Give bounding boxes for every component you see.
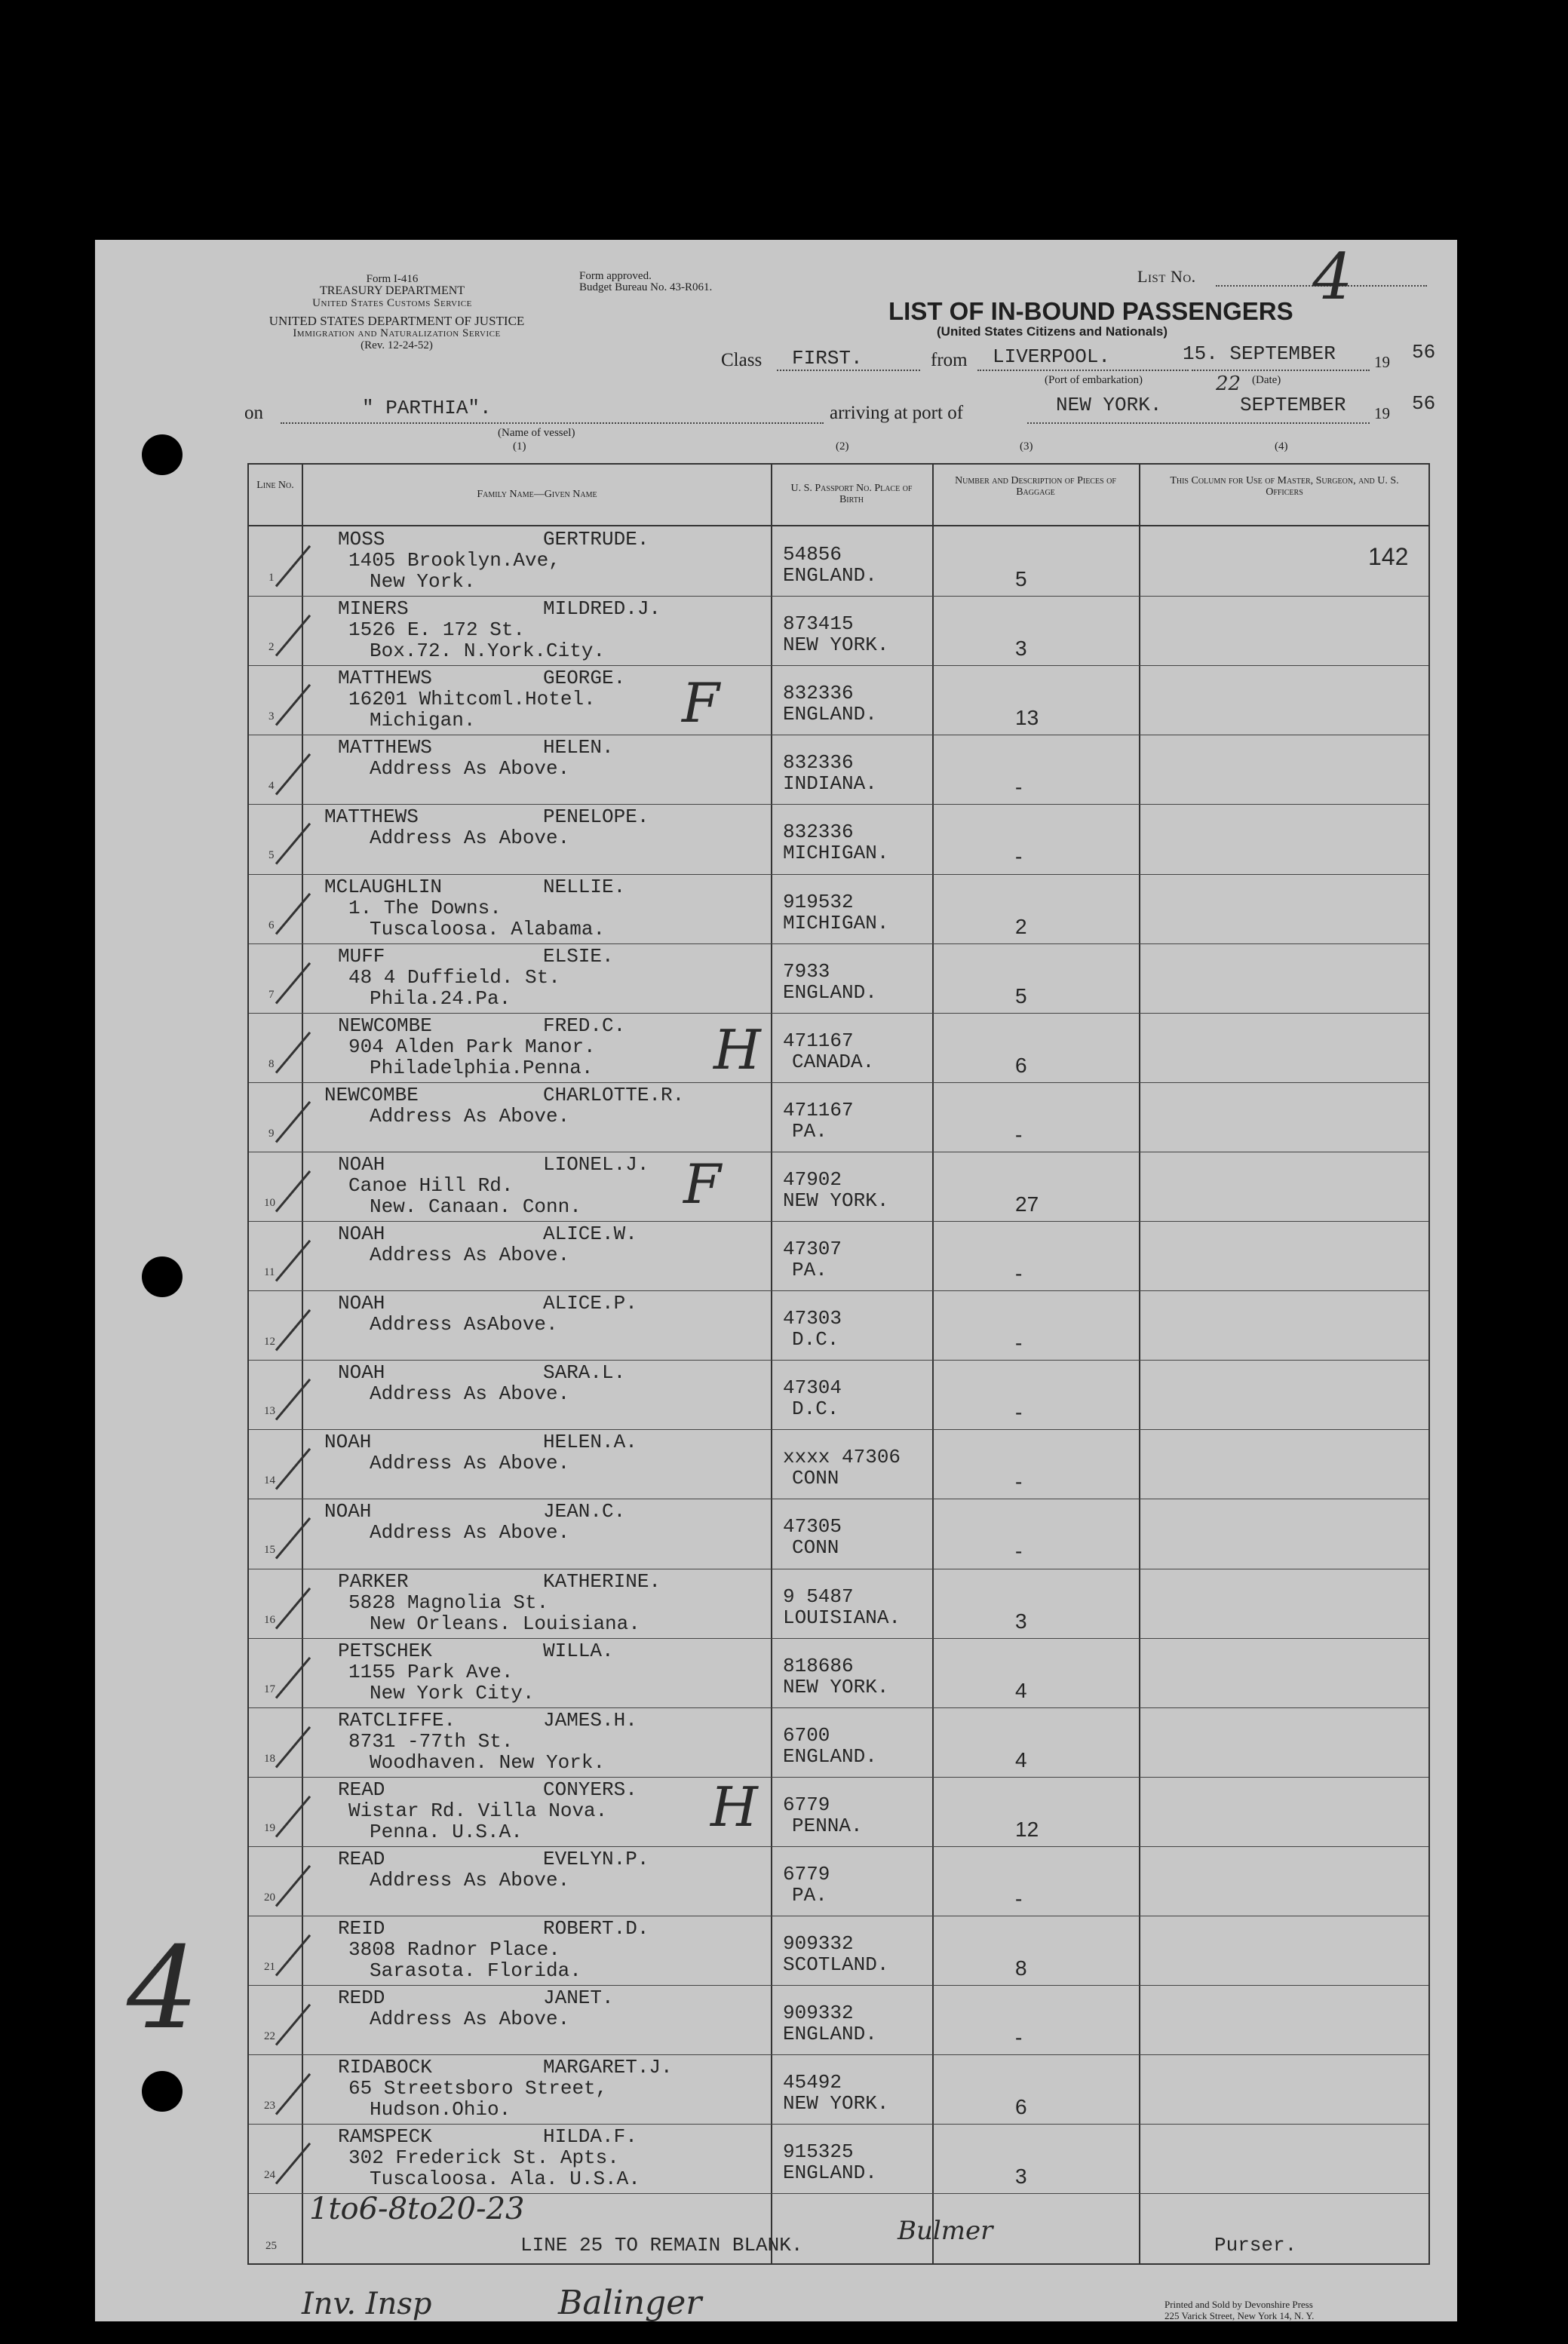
- officer-note: 142: [1368, 543, 1409, 570]
- check-mark: [275, 962, 311, 1005]
- given-name: MARGARET.J.: [543, 2056, 673, 2079]
- baggage-count: 6: [1015, 1053, 1027, 1077]
- family-name: REDD: [338, 1987, 385, 2010]
- given-name: KATHERINE.: [543, 1569, 661, 1593]
- class-label: Class: [721, 350, 763, 370]
- given-name: EVELYN.P.: [543, 1847, 649, 1870]
- row-divider: [249, 665, 1428, 666]
- place-of-birth: NEW YORK.: [783, 2092, 889, 2115]
- arrival-year: 56: [1412, 392, 1436, 415]
- row-divider: [249, 1082, 1428, 1083]
- baggage-count: 13: [1015, 706, 1039, 730]
- check-mark: [275, 1309, 311, 1351]
- family-name: READ: [338, 1778, 385, 1801]
- address-line: 3808 Radnor Place.: [348, 1938, 560, 1961]
- family-name: NOAH: [338, 1223, 385, 1245]
- address-line: Box.72. N.York.City.: [370, 640, 606, 663]
- baggage-count: -: [1015, 1539, 1023, 1563]
- address-line: Address As Above.: [370, 1868, 570, 1891]
- check-mark: [275, 1796, 311, 1838]
- place-of-birth: ENGLAND.: [783, 564, 877, 587]
- place-of-birth: CANADA.: [792, 1050, 875, 1073]
- treasury-dept: TREASURY DEPARTMENT: [319, 284, 465, 297]
- place-of-birth: PA.: [792, 1119, 827, 1143]
- line-number: 19: [264, 1821, 275, 1834]
- line-number: 17: [264, 1683, 275, 1695]
- family-name: NEWCOMBE: [338, 1014, 432, 1037]
- line-number: 2: [268, 641, 275, 654]
- line-number: 1: [268, 572, 275, 584]
- baggage-count: -: [1015, 1401, 1023, 1425]
- row-divider: [249, 1221, 1428, 1222]
- baggage-count: 3: [1015, 2165, 1027, 2189]
- printer-name: Printed and Sold by Devonshire Press: [1164, 2299, 1313, 2310]
- passport-number: 909332: [783, 1932, 854, 1955]
- place-of-birth: NEW YORK.: [783, 634, 889, 657]
- baggage-count: -: [1015, 1886, 1023, 1910]
- address-line: New York City.: [370, 1681, 535, 1704]
- place-of-birth: PA.: [792, 1259, 827, 1281]
- check-mark: [275, 2004, 311, 2046]
- passport-number: 7933: [783, 959, 830, 983]
- passport-number: 832336: [783, 682, 854, 705]
- family-name: NEWCOMBE: [324, 1083, 419, 1106]
- on-label: on: [244, 403, 263, 423]
- arrival-month: SEPTEMBER: [1240, 394, 1346, 416]
- address-line: 1. The Downs.: [348, 896, 502, 919]
- col-num-2: (2): [836, 440, 849, 453]
- check-mark: [275, 545, 311, 588]
- place-of-birth: CONN: [792, 1467, 839, 1490]
- baggage-count: 3: [1015, 1609, 1027, 1633]
- passport-number: 832336: [783, 821, 854, 844]
- row-divider: [249, 1638, 1428, 1639]
- family-name: RIDABOCK: [338, 2056, 432, 2079]
- given-name: GERTRUDE.: [543, 528, 649, 551]
- baggage-count: -: [1015, 775, 1023, 799]
- check-mark: [275, 2073, 311, 2115]
- class-line: [777, 370, 920, 371]
- line-number: 22: [264, 2030, 275, 2043]
- address-line: Address AsAbove.: [370, 1313, 558, 1336]
- given-name: CONYERS.: [543, 1778, 637, 1801]
- passport-number: 47304: [783, 1376, 842, 1400]
- line-number: 6: [268, 919, 275, 931]
- given-name: ALICE.P.: [543, 1292, 637, 1315]
- passport-number: 47303: [783, 1307, 842, 1330]
- given-name: NELLIE.: [543, 875, 626, 898]
- check-mark: [275, 1587, 311, 1629]
- passport-number: 47305: [783, 1515, 842, 1539]
- family-name: NOAH: [338, 1361, 385, 1385]
- family-name: RAMSPECK: [338, 2125, 432, 2149]
- line-number: 13: [264, 1405, 275, 1418]
- passport-number: 818686: [783, 1654, 854, 1677]
- given-name: FRED.C.: [543, 1014, 626, 1037]
- address-line: 1526 E. 172 St.: [348, 618, 526, 642]
- address-line: Hudson.Ohio.: [370, 2098, 511, 2122]
- passport-number: 471167: [783, 1098, 854, 1121]
- vessel-line: [281, 422, 824, 424]
- family-name: NOAH: [338, 1152, 385, 1176]
- baggage-count: -: [1015, 845, 1023, 869]
- line-number: 9: [268, 1127, 275, 1140]
- check-mark: [275, 1726, 311, 1769]
- passport-number: 9 5487: [783, 1585, 854, 1608]
- family-name: NOAH: [338, 1292, 385, 1315]
- passport-number: 47307: [783, 1238, 842, 1260]
- arrival-port: NEW YORK.: [1056, 394, 1162, 416]
- given-name: MILDRED.J.: [543, 597, 661, 621]
- place-of-birth: NEW YORK.: [783, 1189, 889, 1212]
- year-prefix: 19: [1374, 353, 1390, 371]
- given-name: SARA.L.: [543, 1361, 626, 1385]
- arriving-label: arriving at port of: [830, 403, 964, 423]
- passport-number: 6700: [783, 1723, 830, 1747]
- passport-number: 832336: [783, 751, 854, 775]
- line-number: 24: [264, 2169, 275, 2182]
- arrival-day: 22: [1216, 373, 1241, 395]
- place-of-birth: MICHIGAN.: [783, 911, 889, 934]
- check-mark: [275, 684, 311, 726]
- row-divider: [249, 1290, 1428, 1291]
- given-name: ELSIE.: [543, 944, 614, 968]
- family-name: MATTHEWS: [338, 736, 432, 759]
- row-divider: [249, 2054, 1428, 2055]
- line-number: 14: [264, 1474, 275, 1487]
- address-line: Canoe Hill Rd.: [348, 1174, 514, 1197]
- address-line: 16201 Whitcoml.Hotel.: [348, 688, 596, 711]
- address-line: 65 Streetsboro Street,: [348, 2077, 608, 2100]
- row-divider: [249, 1777, 1428, 1778]
- purser-label: Purser.: [1214, 2234, 1297, 2257]
- justice-dept: UNITED STATES DEPARTMENT OF JUSTICE: [268, 314, 525, 328]
- address-line: Michigan.: [370, 709, 476, 732]
- row-divider: [249, 2124, 1428, 2125]
- check-mark: [275, 1448, 311, 1490]
- family-name: READ: [338, 1847, 385, 1870]
- check-mark: [275, 1934, 311, 1977]
- given-name: ROBERT.D.: [543, 1917, 649, 1940]
- address-line: New York.: [370, 570, 476, 593]
- line-number: 15: [264, 1544, 275, 1557]
- passport-number: 6779: [783, 1793, 830, 1816]
- place-of-birth: MICHIGAN.: [783, 842, 889, 865]
- line-number: 21: [264, 1961, 275, 1973]
- row-divider: [249, 1360, 1428, 1361]
- baggage-count: 5: [1015, 567, 1027, 591]
- address-line: Phila.24.Pa.: [370, 986, 511, 1010]
- from-label: from: [931, 350, 968, 370]
- passport-number: 6779: [783, 1862, 830, 1885]
- address-line: 1155 Park Ave.: [348, 1660, 514, 1683]
- place-of-birth: D.C.: [792, 1398, 839, 1421]
- row-divider: [249, 1013, 1428, 1014]
- place-of-birth: ENGLAND.: [783, 980, 877, 1004]
- hand-mark: F: [682, 671, 720, 735]
- address-line: Address As Above.: [370, 1521, 570, 1545]
- given-name: HELEN.: [543, 736, 614, 759]
- address-line: 48 4 Duffield. St.: [348, 965, 560, 989]
- baggage-count: -: [1015, 1262, 1023, 1285]
- year-value: 56: [1412, 341, 1436, 364]
- check-mark: [275, 753, 311, 796]
- given-name: JANET.: [543, 1987, 614, 2010]
- check-mark: [275, 1379, 311, 1421]
- baggage-count: 3: [1015, 637, 1027, 661]
- passport-number: 915325: [783, 2140, 854, 2164]
- passport-number: 471167: [783, 1029, 854, 1052]
- check-mark: [275, 1517, 311, 1560]
- printer-address: 225 Varick Street, New York 14, N. Y.: [1164, 2310, 1315, 2321]
- list-no-value: 4: [1312, 240, 1353, 314]
- place-of-birth: PENNA.: [792, 1814, 863, 1837]
- punch-hole: [142, 434, 183, 475]
- date-line: [1192, 370, 1370, 371]
- class-value: FIRST.: [792, 347, 863, 370]
- vessel-name: " PARTHIA".: [362, 397, 492, 419]
- check-mark: [275, 1657, 311, 1699]
- line-number: 8: [268, 1057, 275, 1070]
- given-name: LIONEL.J.: [543, 1152, 649, 1176]
- baggage-count: -: [1015, 1470, 1023, 1494]
- baggage-count: 8: [1015, 1956, 1027, 1980]
- family-name: MOSS: [338, 528, 385, 551]
- passport-number: 919532: [783, 890, 854, 913]
- place-of-birth: ENGLAND.: [783, 703, 877, 726]
- address-line: 904 Alden Park Manor.: [348, 1035, 596, 1058]
- place-of-birth: SCOTLAND.: [783, 1953, 889, 1976]
- check-mark: [275, 1170, 311, 1213]
- address-line: Penna. U.S.A.: [370, 1820, 523, 1843]
- row-divider: [249, 1846, 1428, 1847]
- check-mark: [275, 2143, 311, 2185]
- row-divider: [249, 943, 1428, 944]
- line-number: 10: [264, 1196, 275, 1209]
- given-name: GEORGE.: [543, 667, 626, 690]
- inspector-signature: Balinger: [558, 2284, 702, 2322]
- place-of-birth: D.C.: [792, 1328, 839, 1351]
- line-number: 25: [265, 2240, 277, 2252]
- baggage-count: 2: [1015, 914, 1027, 938]
- family-name: MCLAUGHLIN: [324, 875, 443, 898]
- check-mark: [275, 1865, 311, 1907]
- passport-number: 47902: [783, 1167, 842, 1191]
- family-name: REID: [338, 1917, 385, 1940]
- address-line: Address As Above.: [370, 1104, 570, 1128]
- col-header-line: Line No.: [256, 480, 294, 491]
- address-line: Woodhaven. New York.: [370, 1750, 606, 1774]
- hand-mark: F: [683, 1152, 721, 1216]
- passport-number: 45492: [783, 2071, 842, 2094]
- col-header-officers: This Column for Use of Master, Surgeon, and U. S. Officers: [1170, 475, 1399, 498]
- address-line: New. Canaan. Conn.: [370, 1195, 581, 1218]
- baggage-count: 12: [1015, 1817, 1039, 1841]
- col-num-1: (1): [513, 440, 526, 453]
- baggage-count: -: [1015, 2026, 1023, 2050]
- punch-hole: [142, 2071, 183, 2112]
- check-mark: [275, 1032, 311, 1074]
- line-number: 5: [268, 849, 275, 862]
- arrival-year-prefix: 19: [1374, 404, 1390, 422]
- line-number: 20: [264, 1891, 275, 1904]
- form-title: LIST OF IN-BOUND PASSENGERS: [888, 297, 1293, 325]
- place-of-birth: CONN: [792, 1536, 839, 1560]
- given-name: CHARLOTTE.R.: [543, 1083, 685, 1106]
- embark-date: 15. SEPTEMBER: [1183, 342, 1336, 365]
- vessel-caption: (Name of vessel): [498, 427, 575, 439]
- family-name: MATTHEWS: [338, 667, 432, 690]
- inspector-label: Inv. Insp: [302, 2287, 432, 2321]
- immigration-service: Immigration and Naturalization Service: [293, 327, 501, 339]
- family-name: MINERS: [338, 597, 409, 621]
- line-number: 3: [268, 710, 275, 723]
- address-line: Address As Above.: [370, 827, 570, 850]
- revision: (Rev. 12-24-52): [361, 339, 433, 351]
- line-number: 12: [264, 1336, 275, 1348]
- family-name: PARKER: [338, 1569, 409, 1593]
- given-name: HILDA.F.: [543, 2125, 637, 2149]
- line25-text: LINE 25 TO REMAIN BLANK.: [520, 2234, 803, 2257]
- address-line: Tuscaloosa. Ala. U.S.A.: [370, 2168, 640, 2191]
- family-name: MUFF: [338, 944, 385, 968]
- row-divider: [249, 1985, 1428, 1986]
- passport-number: 873415: [783, 612, 854, 636]
- check-mark: [275, 1101, 311, 1143]
- embark-port: LIVERPOOL.: [993, 345, 1111, 368]
- from-line: [977, 370, 1189, 371]
- col-num-4: (4): [1275, 440, 1288, 453]
- check-mark: [275, 892, 311, 934]
- passenger-table: [247, 463, 1430, 2265]
- place-of-birth: LOUISIANA.: [783, 1606, 901, 1629]
- place-of-birth: PA.: [792, 1883, 827, 1907]
- place-of-birth: NEW YORK.: [783, 1675, 889, 1698]
- address-line: Address As Above.: [370, 1244, 570, 1266]
- handwritten-signature: Bulmer: [898, 2216, 993, 2246]
- address-line: 8731 -77th St.: [348, 1729, 514, 1753]
- col-num-3: (3): [1020, 440, 1033, 453]
- hand-mark: H: [713, 1018, 761, 1081]
- address-line: Address As Above.: [370, 1452, 570, 1475]
- family-name: RATCLIFFE.: [338, 1708, 456, 1732]
- form-approved: Form approved.: [579, 270, 652, 282]
- row-divider: [249, 1707, 1428, 1708]
- family-name: MATTHEWS: [324, 805, 419, 829]
- given-name: HELEN.A.: [543, 1431, 637, 1454]
- address-line: Address As Above.: [370, 2008, 570, 2031]
- address-line: Address As Above.: [370, 1382, 570, 1406]
- address-line: Wistar Rd. Villa Nova.: [348, 1799, 608, 1822]
- row-divider: [249, 874, 1428, 875]
- baggage-count: 5: [1015, 983, 1027, 1008]
- address-line: 1405 Brooklyn.Ave,: [348, 549, 560, 572]
- list-no-label: List No.: [1137, 267, 1196, 286]
- baggage-count: 4: [1015, 1747, 1027, 1772]
- place-of-birth: ENGLAND.: [783, 2161, 877, 2185]
- arrival-line: [1027, 422, 1370, 424]
- baggage-count: 6: [1015, 2095, 1027, 2119]
- customs-service: United States Customs Service: [312, 297, 472, 309]
- family-name: NOAH: [324, 1431, 372, 1454]
- date-caption: (Date): [1252, 374, 1281, 386]
- place-of-birth: ENGLAND.: [783, 2023, 877, 2046]
- line-number: 23: [264, 2100, 275, 2112]
- given-name: PENELOPE.: [543, 805, 649, 829]
- baggage-count: 27: [1015, 1192, 1039, 1216]
- baggage-count: -: [1015, 1122, 1023, 1146]
- line-number: 18: [264, 1752, 275, 1765]
- given-name: JAMES.H.: [543, 1708, 637, 1732]
- baggage-count: 4: [1015, 1678, 1027, 1702]
- line-number: 16: [264, 1613, 275, 1626]
- line-number: 4: [268, 780, 275, 793]
- line-number: 7: [268, 988, 275, 1001]
- place-of-birth: INDIANA.: [783, 772, 877, 796]
- col-header-name: Family Name—Given Name: [477, 489, 597, 500]
- passport-number: 909332: [783, 2002, 854, 2025]
- baggage-count: -: [1015, 1331, 1023, 1355]
- row-divider: [249, 1429, 1428, 1430]
- hand-mark: H: [710, 1775, 758, 1839]
- header-divider: [249, 525, 1428, 526]
- form-subtitle: (United States Citizens and Nationals): [937, 324, 1168, 339]
- line-number: 11: [264, 1266, 275, 1278]
- budget-bureau: Budget Bureau No. 43-R061.: [579, 281, 713, 293]
- check-mark: [275, 823, 311, 865]
- col-header-baggage: Number and Description of Pieces of Baggage: [955, 475, 1116, 498]
- check-mark: [275, 615, 311, 657]
- given-name: ALICE.W.: [543, 1223, 637, 1245]
- place-of-birth: ENGLAND.: [783, 1744, 877, 1768]
- passport-number: 54856: [783, 543, 842, 566]
- form-number: Form I-416: [366, 273, 419, 285]
- margin-mark: 4: [127, 1923, 199, 2054]
- embark-caption: (Port of embarkation): [1045, 374, 1143, 386]
- address-line: 5828 Magnolia St.: [348, 1591, 549, 1614]
- handwritten-ranges: 1to6-8to20-23: [309, 2192, 525, 2226]
- given-name: JEAN.C.: [543, 1500, 626, 1523]
- address-line: Address As Above.: [370, 757, 570, 781]
- check-mark: [275, 1240, 311, 1282]
- row-divider: [249, 804, 1428, 805]
- passport-number: xxxx 47306: [783, 1446, 901, 1469]
- address-line: 302 Frederick St. Apts.: [348, 2146, 619, 2170]
- row-divider: [249, 596, 1428, 597]
- address-line: Sarasota. Florida.: [370, 1959, 581, 1982]
- family-name: PETSCHEK: [338, 1639, 432, 1662]
- address-line: Tuscaloosa. Alabama.: [370, 917, 606, 940]
- family-name: NOAH: [324, 1500, 372, 1523]
- address-line: Philadelphia.Penna.: [370, 1056, 594, 1079]
- address-line: New Orleans. Louisiana.: [370, 1612, 640, 1635]
- given-name: WILLA.: [543, 1639, 614, 1662]
- col-header-passport: U. S. Passport No. Place of Birth: [790, 483, 913, 505]
- punch-hole: [142, 1256, 183, 1297]
